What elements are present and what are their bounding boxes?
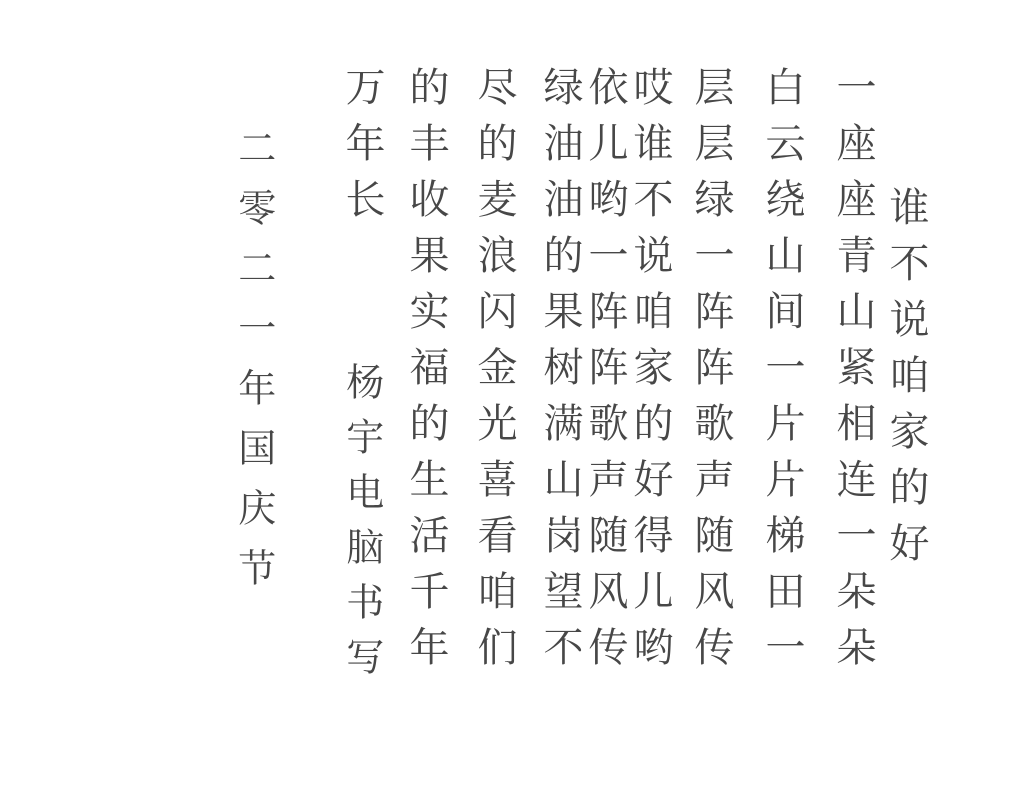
lyric-column-3: 层层绿一阵阵歌声随风传 [688,66,734,682]
title-column: 谁不说咱家的好 [883,186,929,578]
lyric-column-9: 万年长 [339,66,385,234]
date-column: 二零二一年国庆节 [231,128,276,608]
lyric-column-7: 尽的麦浪闪金光喜看咱们 [471,66,517,682]
lyric-column-6: 绿油油的果树满山岗望不 [537,66,583,682]
lyric-column-1: 一座座青山紧相连一朵朵 [830,66,876,682]
lyric-column-5: 依儿哟一阵阵歌声随风传 [582,66,628,682]
lyric-column-8: 的丰收果实福的生活千年 [403,66,449,682]
lyric-column-4: 哎谁不说咱家的好得儿哟 [627,66,673,682]
lyric-column-2: 白云绕山间一片片梯田一 [759,66,805,682]
signature-column: 杨宇电脑书写 [339,362,384,692]
